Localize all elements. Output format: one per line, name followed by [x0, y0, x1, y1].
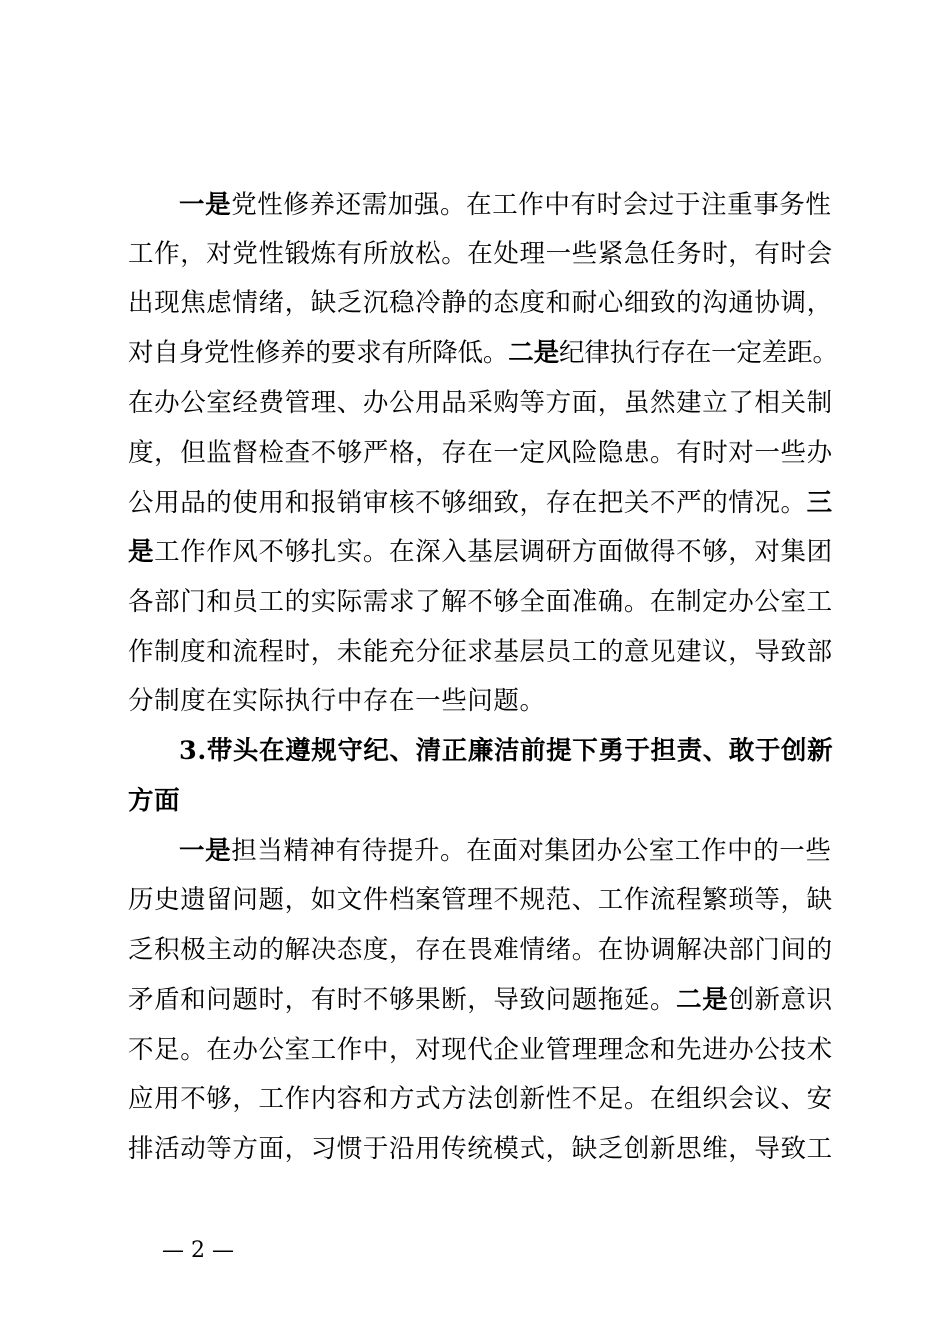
- text-line: [128, 333, 838, 373]
- text-line: 度，但监督检查不够严格，存在一定风险隐患。有时对一些办: [128, 438, 833, 468]
- line-text: 对自身党性修养的要求有所降低。: [128, 338, 509, 368]
- emphasis-label: 二是: [676, 985, 729, 1015]
- text-line: 在办公室经费管理、办公用品采购等方面，虽然建立了相关制: [128, 388, 833, 418]
- text-line: 历史遗留问题，如文件档案管理不规范、工作流程繁琐等，缺: [128, 885, 833, 915]
- emphasis-label: 一是: [179, 190, 232, 220]
- emphasis-label: 一是: [179, 836, 232, 866]
- text-line: 排活动等方面，习惯于沿用传统模式，缺乏创新思维，导致工: [128, 1134, 833, 1164]
- text-line: [179, 831, 839, 871]
- page-number: — 2 —: [162, 1238, 234, 1263]
- line-text: 党性修养还需加强。在工作中有时会过于注重事务性: [231, 190, 832, 220]
- text-line: [128, 483, 838, 523]
- text-line: [179, 185, 839, 225]
- line-text: 矛盾和问题时，有时不够果断，导致问题拖延。: [128, 985, 677, 1015]
- text-line: 不足。在办公室工作中，对现代企业管理理念和先进办公技术: [128, 1035, 833, 1065]
- text-line: 作制度和流程时，未能充分征求基层员工的意见建议，导致部: [128, 637, 833, 667]
- text-line: 分制度在实际执行中存在一些问题。: [128, 686, 546, 716]
- text-line: [128, 532, 838, 572]
- emphasis-label: 是: [128, 537, 155, 567]
- text-line: 工作，对党性锻炼有所放松。在处理一些紧急任务时，有时会: [128, 239, 833, 269]
- text-line: 应用不够，工作内容和方式方法创新性不足。在组织会议、安: [128, 1084, 833, 1114]
- emphasis-label: 二是: [508, 338, 559, 368]
- text-line: [128, 980, 838, 1020]
- section-heading: 3.带头在遵规守纪、清正廉洁前提下勇于担责、敢于创新: [179, 736, 834, 766]
- line-text: 担当精神有待提升。在面对集团办公室工作中的一些: [231, 836, 832, 866]
- line-text: 创新意识: [728, 985, 833, 1015]
- section-heading-continued: 方面: [128, 786, 181, 816]
- emphasis-label: 三: [806, 488, 833, 518]
- line-text: 公用品的使用和报销审核不够细致，存在把关不严的情况。: [128, 488, 807, 518]
- line-text: 工作作风不够扎实。在深入基层调研方面做得不够，对集团: [154, 537, 833, 567]
- text-line: 出现焦虑情绪，缺乏沉稳冷静的态度和耐心细致的沟通协调，: [128, 288, 833, 318]
- text-line: 各部门和员工的实际需求了解不够全面准确。在制定办公室工: [128, 587, 833, 617]
- text-line: 乏积极主动的解决态度，存在畏难情绪。在协调解决部门间的: [128, 935, 833, 965]
- line-text: 纪律执行存在一定差距。: [558, 338, 838, 368]
